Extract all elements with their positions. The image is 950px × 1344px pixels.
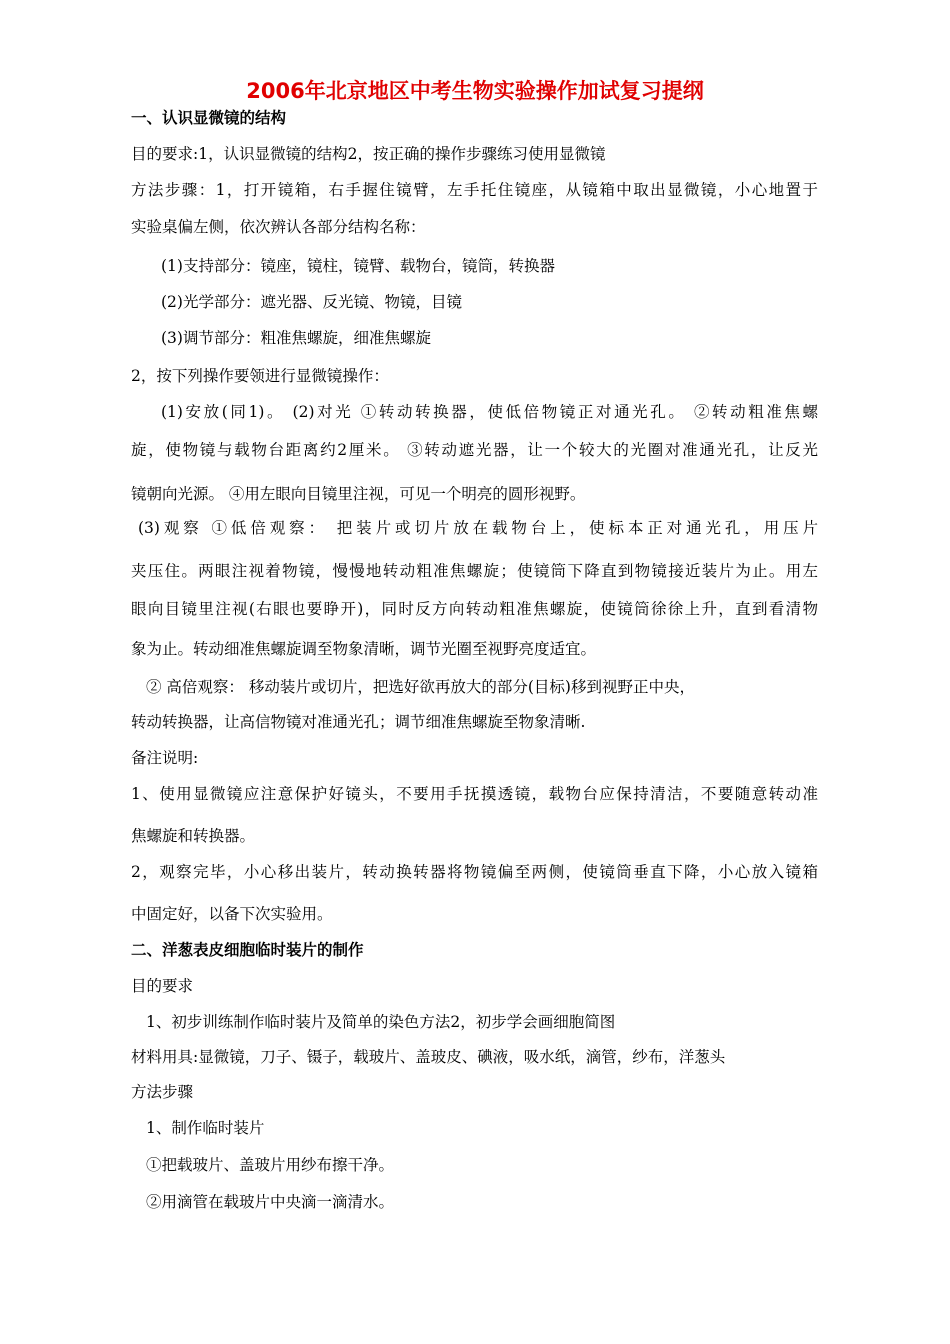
paragraph-line: 备注说明:: [131, 749, 199, 767]
paragraph-line: (2)光学部分：遮光器、反光镜、物镜，目镜: [161, 293, 462, 311]
paragraph-line: 实验桌偏左侧，依次辨认各部分结构名称：: [131, 218, 426, 236]
document-title: 2006年北京地区中考生物实验操作加试复习提纲: [246, 79, 704, 103]
paragraph-line: 1、使用显微镜应注意保护好镜头，不要用手抚摸透镜，载物台应保持清洁，不要随意转动准: [131, 785, 818, 803]
paragraph-line: 1、初步训练制作临时装片及简单的染色方法2，初步学会画细胞简图: [146, 1013, 616, 1031]
paragraph-line: 夹压住。两眼注视着物镜，慢慢地转动粗准焦螺旋；使镜筒下降直到物镜接近装片为止。用左: [131, 562, 818, 580]
paragraph-line: 2，观察完毕，小心移出装片，转动换转器将物镜偏至两侧，使镜筒垂直下降，小心放入镜箱: [131, 863, 818, 881]
paragraph-line: 目的要求: [131, 977, 194, 995]
paragraph-line: 焦螺旋和转换器。: [131, 827, 256, 845]
paragraph-line: 旋，使物镜与载物台距离约2厘米。 ③转动遮光器，让一个较大的光圈对准通光孔，让反光: [131, 441, 818, 459]
paragraph-line: (3)调节部分：粗准焦螺旋，细准焦螺旋: [161, 329, 431, 347]
paragraph-line: (1)支持部分：镜座，镜柱，镜臂、载物台，镜筒，转换器: [161, 257, 555, 275]
paragraph-line: ② 高倍观察： 移动装片或切片，把选好欲再放大的部分(目标)移到视野正中央，: [146, 678, 695, 696]
paragraph-line: 象为止。转动细准焦螺旋调至物象清晰，调节光圈至视野亮度适宜。: [131, 640, 597, 658]
section-2-heading: 二、洋葱表皮细胞临时装片的制作: [131, 941, 364, 959]
paragraph-line: 1、制作临时装片: [146, 1119, 265, 1137]
section-1-heading: 一、认识显微镜的结构: [131, 109, 287, 127]
paragraph-line: 2，按下列操作要领进行显微镜操作：: [131, 367, 389, 385]
paragraph-line: 眼向目镜里注视(右眼也要睁开)，同时反方向转动粗准焦螺旋，使镜筒徐徐上升，直到看清物: [131, 600, 818, 618]
paragraph-line: ②用滴管在载玻片中央滴一滴清水。: [146, 1193, 395, 1211]
paragraph-line: 方法步骤：1，打开镜箱，右手握住镜臂，左手托住镜座，从镜箱中取出显微镜，小心地置于: [131, 181, 818, 199]
paragraph-line: (3)观察 ①低倍观察： 把装片或切片放在载物台上，使标本正对通光孔，用压片: [138, 519, 818, 537]
paragraph-line: 镜朝向光源。 ④用左眼向目镜里注视，可见一个明亮的圆形视野。: [131, 485, 586, 503]
paragraph-line: (1)安放(同1)。 (2)对光 ①转动转换器，使低倍物镜正对通光孔。 ②转动粗准焦螺: [161, 403, 818, 421]
paragraph-line: ①把载玻片、盖玻片用纱布擦干净。: [146, 1156, 395, 1174]
paragraph-line: 转动转换器，让高信物镜对准通光孔；调节细准焦螺旋至物象清晰.: [131, 713, 586, 731]
paragraph-line: 目的要求:1，认识显微镜的结构2，按正确的操作步骤练习使用显微镜: [131, 145, 606, 163]
paragraph-line: 中固定好，以备下次实验用。: [131, 905, 333, 923]
paragraph-line: 方法步骤: [131, 1083, 194, 1101]
paragraph-line: 材料用具:显微镜，刀子、镊子，载玻片、盖玻皮、碘液，吸水纸，滴管，纱布，洋葱头: [131, 1048, 726, 1066]
